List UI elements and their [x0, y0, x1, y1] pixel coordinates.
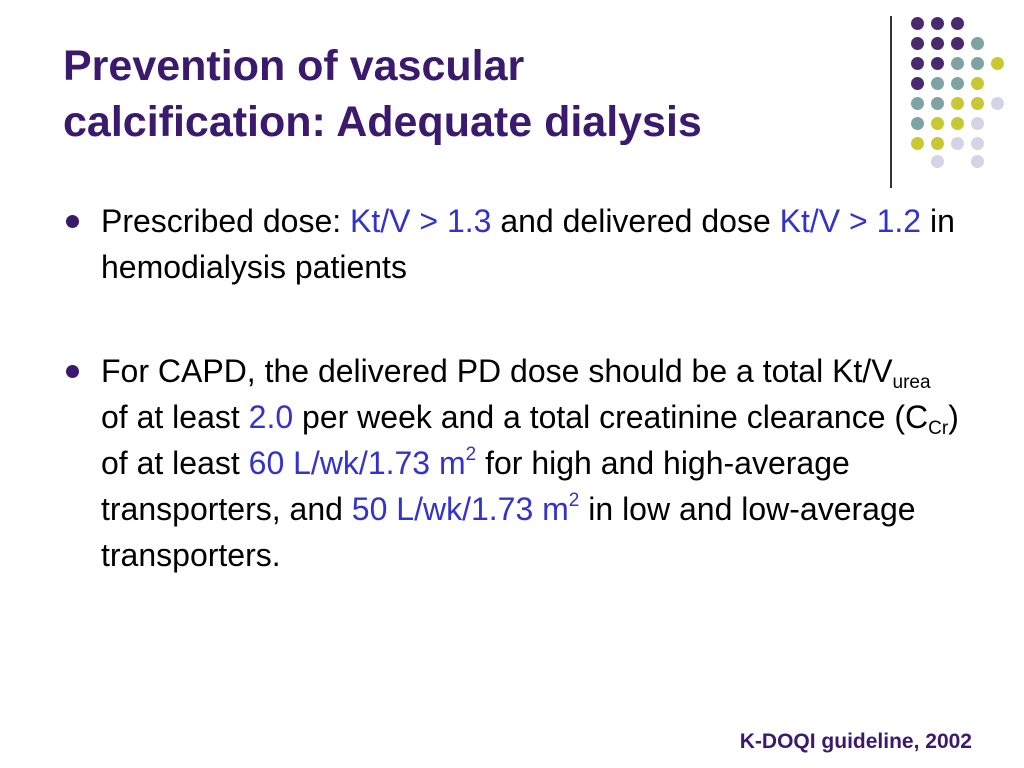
decor-dot — [911, 37, 924, 50]
bullet-item-capd — [62, 348, 962, 578]
slide-title — [63, 38, 883, 150]
subscript: urea — [892, 372, 931, 393]
divider-line — [890, 16, 892, 188]
decor-dot — [951, 137, 964, 150]
decor-dot — [931, 137, 944, 150]
decor-dot — [931, 77, 944, 90]
decor-dot — [971, 117, 984, 130]
decor-dot — [971, 97, 984, 110]
decor-dot — [931, 57, 944, 70]
bullet-dot-icon — [66, 365, 79, 378]
footer-citation: K-DOQI guideline, 2002 — [739, 730, 972, 753]
decor-dot — [931, 97, 944, 110]
decor-dot — [931, 155, 944, 168]
bullet-text: per week and a total creatinine clearance (C — [293, 399, 929, 435]
bullet-text: in hemodialysis patients — [101, 203, 955, 285]
title-line-2: calcification: Adequate dialysis — [63, 98, 702, 146]
bullet-text: for high and high-average transporters, and — [101, 445, 850, 527]
decor-dot — [991, 57, 1004, 70]
decor-dot — [971, 37, 984, 50]
decor-dot — [931, 17, 944, 30]
decor-dot — [931, 117, 944, 130]
decor-dot — [911, 77, 924, 90]
decor-dot — [951, 117, 964, 130]
highlight-text: 50 L/wk/1.73 m — [351, 491, 569, 527]
subscript: Cr — [928, 418, 949, 439]
decor-dot — [911, 97, 924, 110]
highlight-value: Kt/V > 1.2 — [779, 203, 922, 239]
highlight-value: Kt/V > 1.3 — [350, 203, 492, 239]
decor-dot — [951, 57, 964, 70]
decor-dot — [971, 57, 984, 70]
bullet-text: ) of at least — [101, 399, 959, 481]
decor-dot — [951, 17, 964, 30]
decor-dot — [951, 77, 964, 90]
bullet-text: of at least — [101, 399, 249, 435]
slide-body — [62, 198, 962, 636]
highlight-value — [352, 491, 580, 527]
decor-dot — [971, 155, 984, 168]
bullet-dot-icon — [66, 215, 79, 228]
decor-dot — [911, 57, 924, 70]
title-line-1: Prevention of vascular — [63, 42, 525, 90]
bullet-text: and delivered dose — [491, 203, 780, 239]
decor-dot — [911, 117, 924, 130]
bullet-text: in low and low-average transporters. — [101, 491, 916, 573]
decor-dot — [951, 97, 964, 110]
decor-dot — [931, 37, 944, 50]
highlight-text: 60 L/wk/1.73 m — [248, 445, 466, 481]
bullet-text: Prescribed dose: — [101, 203, 351, 239]
decor-dot — [911, 17, 924, 30]
superscript: 2 — [465, 444, 477, 465]
highlight-value: 2.0 — [248, 399, 294, 435]
decor-dot — [951, 37, 964, 50]
bullet-text: For CAPD, the delivered PD dose should be a total Kt/V — [101, 353, 893, 389]
superscript: 2 — [568, 490, 580, 511]
highlight-value — [249, 445, 477, 481]
decor-dot — [971, 77, 984, 90]
decor-dot — [911, 137, 924, 150]
bullet-item-hemodialysis — [62, 198, 962, 290]
decor-dot — [991, 97, 1004, 110]
decor-dot — [971, 137, 984, 150]
